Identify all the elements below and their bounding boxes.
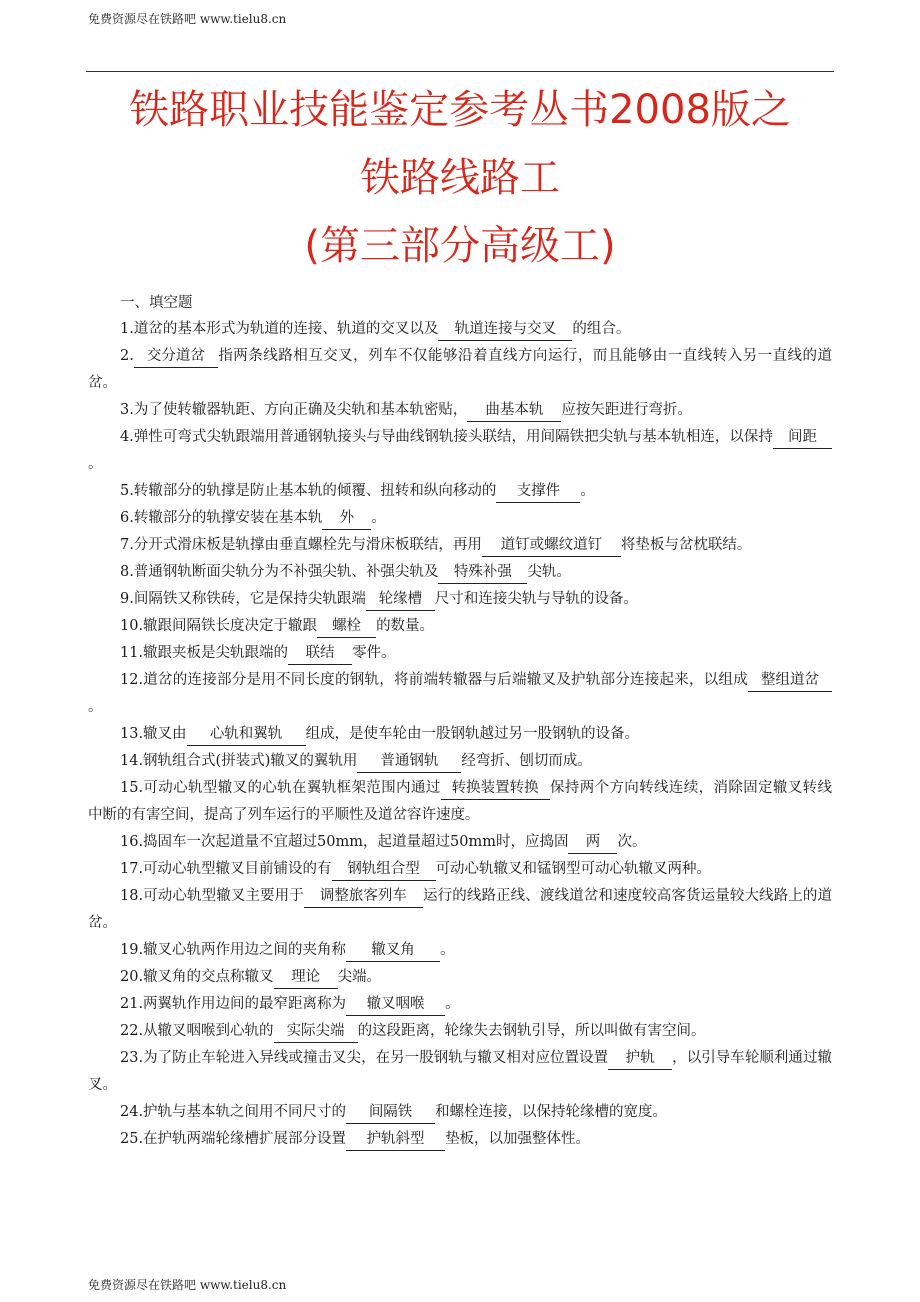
- question-text-tail: 零件。: [352, 645, 396, 661]
- question-22: [88, 1018, 832, 1045]
- answer-blank: 辙叉角: [346, 939, 440, 962]
- question-text-tail: 应按矢距进行弯折。: [561, 402, 692, 418]
- answer-blank: 护轨: [608, 1047, 672, 1070]
- question-text: 6.转辙部分的轨撑安装在基本轨: [120, 510, 323, 526]
- question-text-tail: 可动心轨辙叉和锰钢型可动心轨辙叉两种。: [435, 861, 712, 877]
- section-heading: 一、填空题: [120, 295, 193, 311]
- answer-blank: 间隔铁: [346, 1101, 435, 1124]
- document-title-line-2: 铁路线路工: [360, 155, 560, 201]
- question-24: [88, 1099, 832, 1126]
- question-text: 5.转辙部分的轨撑是防止基本轨的倾覆、扭转和纵向移动的: [120, 483, 497, 499]
- question-text-tail: 尺寸和连接尖轨与导轨的设备。: [434, 591, 638, 607]
- question-17: [88, 856, 832, 883]
- question-18: [88, 883, 832, 937]
- question-15: [88, 775, 832, 829]
- question-text: 12.道岔的连接部分是用不同长度的钢轨，将前端转辙器与后端辙叉及护轨部分连接起来，以组成: [120, 672, 748, 688]
- question-text-tail: 的这段距离，轮缘失去钢轨引导，所以叫做有害空间。: [357, 1023, 706, 1039]
- question-2: [88, 343, 832, 397]
- question-1: [88, 316, 832, 343]
- answer-blank: 钢轨组合型: [332, 858, 436, 881]
- question-text: 23.为了防止车轮进入异线或撞击叉尖，在另一股钢轨与辙叉相对应位置设置: [120, 1050, 609, 1066]
- question-text-tail: 经弯折、刨切而成。: [461, 753, 592, 769]
- question-text-tail: 。: [88, 456, 103, 472]
- question-11: [88, 640, 832, 667]
- question-8: [88, 559, 832, 586]
- question-text-tail: 尖轨。: [527, 564, 571, 580]
- question-text-tail: 次。: [617, 834, 647, 850]
- question-text: 22.从辙叉咽喉到心轨的: [120, 1023, 274, 1039]
- document-title-line-3: (第三部分高级工): [304, 223, 616, 269]
- question-text: 18.可动心轨型辙叉主要用于: [120, 888, 304, 904]
- question-14: [88, 748, 832, 775]
- answer-blank: 交分道岔: [134, 345, 218, 368]
- question-text-tail: 组成，是使车轮由一股钢轨越过另一股钢轨的设备。: [305, 726, 640, 742]
- question-6: [88, 505, 832, 532]
- question-text-tail: 。: [371, 510, 386, 526]
- question-text: 16.捣固车一次起道量不宜超过50mm，起道量超过50mm时，应捣固: [120, 834, 569, 850]
- question-text: 25.在护轨两端轮缘槽扩展部分设置: [120, 1131, 347, 1147]
- question-text: 15.可动心轨型辙叉的心轨在翼轨框架范围内通过: [120, 780, 441, 796]
- question-text-tail: 。: [580, 483, 595, 499]
- answer-blank: 普通钢轨: [357, 750, 461, 773]
- question-text-tail: 将垫板与岔枕联结。: [620, 537, 752, 553]
- question-16: [88, 829, 832, 856]
- page-footer: 免费资源尽在铁路吧 www.tielu8.cn: [88, 1278, 287, 1292]
- question-3: [88, 397, 832, 424]
- question-text: 1.道岔的基本形式为轨道的连接、轨道的交叉以及: [120, 321, 439, 337]
- question-text-tail: 和螺栓连接，以保持轮缘槽的宽度。: [435, 1104, 668, 1120]
- answer-blank: 轨道连接与交叉: [438, 318, 572, 341]
- question-20: [88, 964, 832, 991]
- answer-blank: 理论: [274, 966, 338, 989]
- answer-blank: 曲基本轨: [467, 399, 561, 422]
- answer-blank: 心轨和翼轨: [187, 723, 306, 746]
- question-text: 9.间隔铁又称铁砖，它是保持尖轨跟端: [120, 591, 366, 607]
- answer-blank: 道钉或螺纹道钉: [482, 534, 621, 557]
- answer-blank: 间距: [773, 426, 832, 449]
- question-text: 8.普通钢轨断面尖轨分为不补强尖轨、补强尖轨及: [120, 564, 439, 580]
- question-text: 17.可动心轨型辙叉目前铺设的有: [120, 861, 332, 877]
- question-13: [88, 721, 832, 748]
- question-text-tail: 的组合。: [572, 321, 631, 337]
- answer-blank: 转换装置转换: [441, 777, 550, 800]
- question-21: [88, 991, 832, 1018]
- question-12: [88, 667, 832, 721]
- answer-blank: 轮缘槽: [366, 588, 435, 611]
- answer-blank: 辙叉咽喉: [346, 993, 445, 1016]
- question-text: 20.辙叉角的交点称辙叉: [120, 969, 274, 985]
- question-9: [88, 586, 832, 613]
- question-text-tail: 保持两个方向转线连续，消除固定辙叉转线中断的有害空间，提高了列车运行的平顺性及道岔容许速度。: [88, 780, 832, 823]
- answer-blank: 特殊补强: [438, 561, 527, 584]
- question-text: 10.辙跟间隔铁长度决定于辙跟: [120, 618, 318, 634]
- answer-blank: 实际尖端: [274, 1020, 358, 1043]
- question-10: [88, 613, 832, 640]
- question-list: [88, 290, 832, 1153]
- question-23: [88, 1045, 832, 1099]
- question-text: 24.护轨与基本轨之间用不同尺寸的: [120, 1104, 347, 1120]
- question-4: [88, 424, 832, 478]
- answer-blank: 联结: [288, 642, 352, 665]
- question-text-tail: 的数量。: [376, 618, 435, 634]
- answer-blank: 支撑件: [496, 480, 580, 503]
- question-text: 2.: [120, 348, 134, 364]
- question-text-tail: 垫板，以加强整体性。: [445, 1131, 591, 1147]
- question-text-tail: 。: [88, 699, 103, 715]
- question-text: 3.为了使转辙器轨距、方向正确及尖轨和基本轨密贴，: [120, 402, 468, 418]
- question-text: 14.钢轨组合式(拼装式)辙叉的翼轨用: [120, 753, 358, 769]
- question-text-tail: ，以引导车轮顺利通过辙叉。: [88, 1050, 832, 1093]
- question-7: [88, 532, 832, 559]
- question-text: 7.分开式滑床板是轨撑由垂直螺栓先与滑床板联结，再用: [120, 537, 482, 553]
- answer-blank: 整组道岔: [748, 669, 832, 692]
- question-text-tail: 。: [445, 996, 460, 1012]
- header-divider: [86, 71, 834, 72]
- question-text: 19.辙叉心轨两作用边之间的夹角称: [120, 942, 347, 958]
- question-text-tail: 尖端。: [337, 969, 382, 985]
- answer-blank: 两: [568, 831, 617, 854]
- question-text: 21.两翼轨作用边间的最窄距离称为: [120, 996, 347, 1012]
- question-text: 11.辙跟夹板是尖轨跟端的: [120, 645, 289, 661]
- question-19: [88, 937, 832, 964]
- page-header: 免费资源尽在铁路吧 www.tielu8.cn: [88, 12, 287, 26]
- question-text-tail: 运行的线路正线、渡线道岔和速度较高客货运量较大线路上的道岔。: [88, 888, 832, 931]
- answer-blank: 调整旅客列车: [304, 885, 423, 908]
- question-text: 4.弹性可弯式尖轨跟端用普通钢轨接头与导曲线钢轨接头联结，用间隔铁把尖轨与基本轨相连，以保持: [120, 429, 773, 445]
- question-5: [88, 478, 832, 505]
- document-title-line-1: 铁路职业技能鉴定参考丛书2008版之: [129, 87, 791, 133]
- answer-blank: 外: [322, 507, 371, 530]
- answer-blank: 螺栓: [317, 615, 376, 638]
- question-text-tail: 指两条线路相互交叉，列车不仅能够沿着直线方向运行，而且能够由一直线转入另一直线的道岔。: [88, 348, 832, 391]
- question-text: 13.辙叉由: [120, 726, 187, 742]
- question-text-tail: 。: [440, 942, 455, 958]
- answer-blank: 护轨斜型: [346, 1128, 445, 1151]
- question-25: [88, 1126, 832, 1153]
